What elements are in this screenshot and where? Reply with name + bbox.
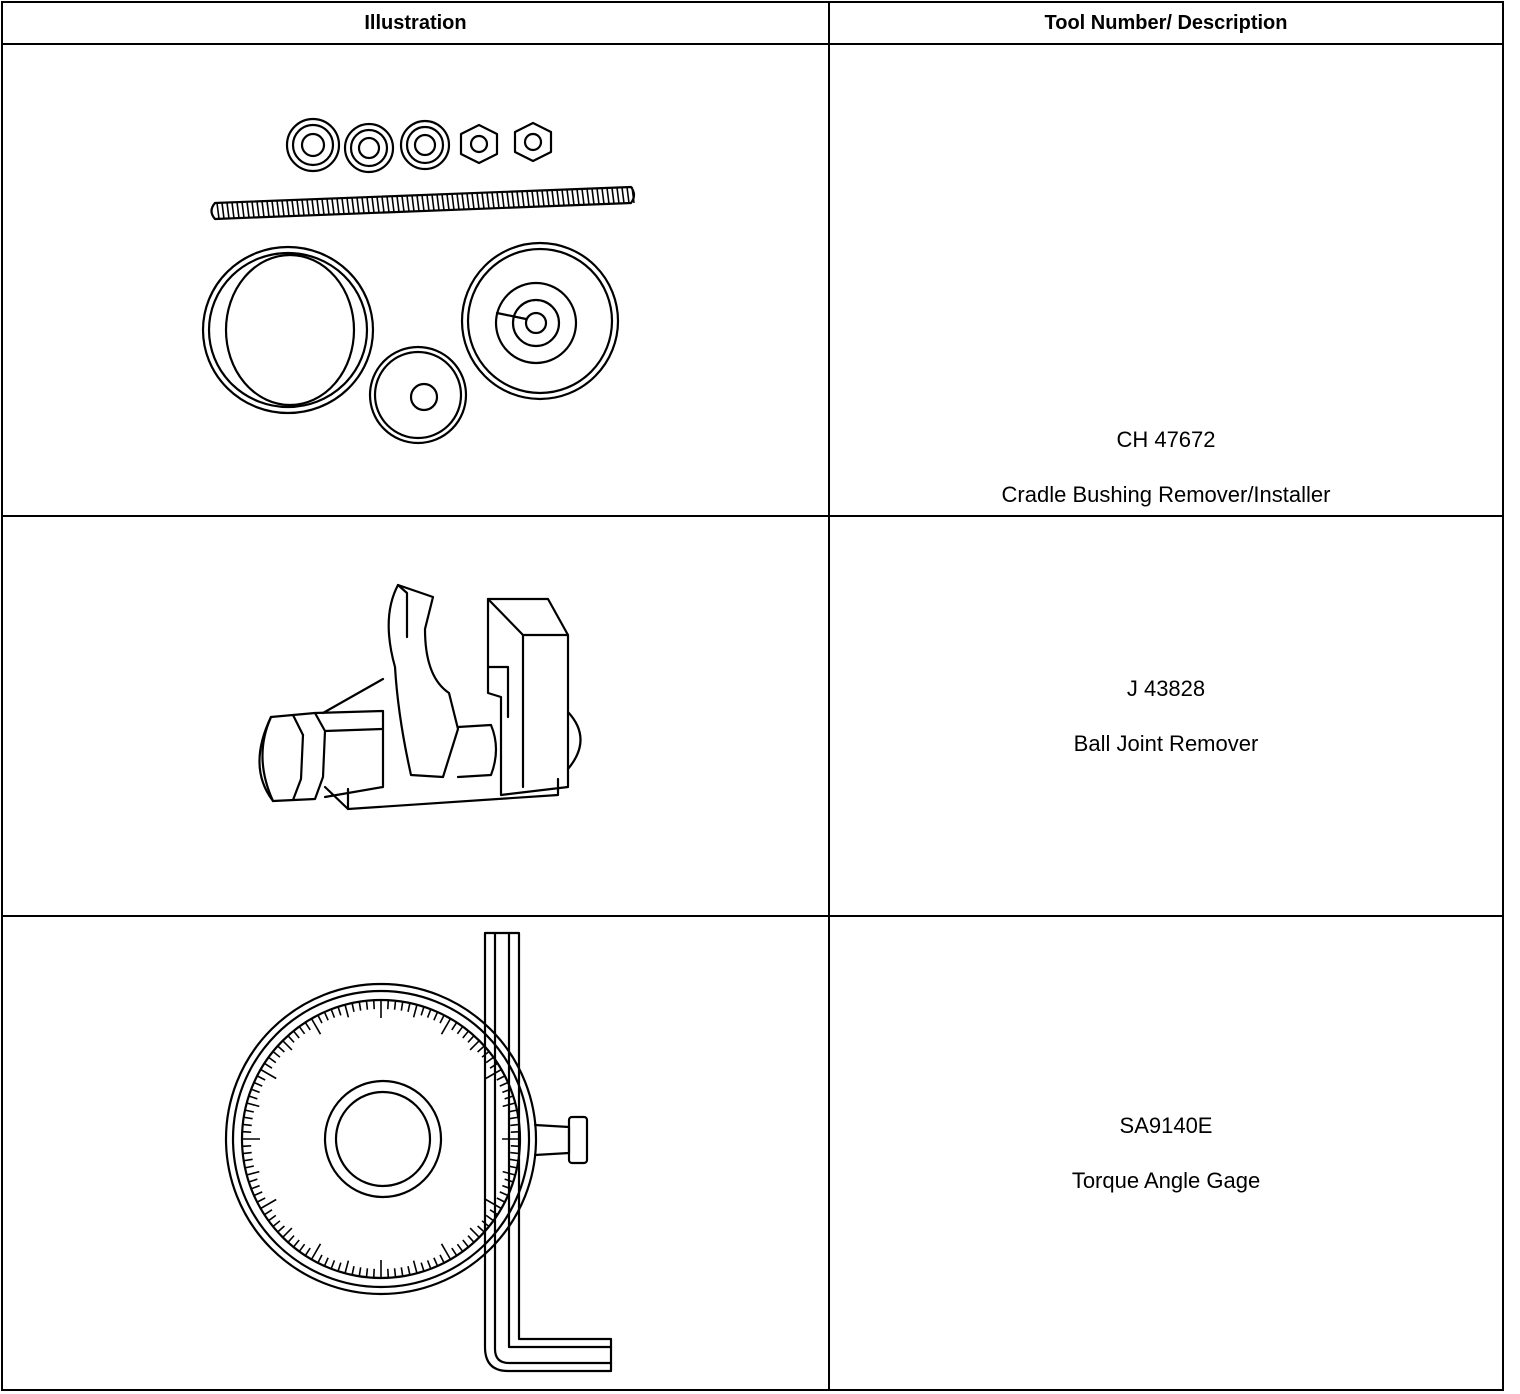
tool-number: J 43828 <box>1126 675 1206 701</box>
table-row <box>2 44 1503 516</box>
tool-description: Ball Joint Remover <box>1073 730 1259 756</box>
table-header-row <box>2 2 1503 44</box>
installer-cup-icon <box>370 347 466 443</box>
tool-column-header: Tool Number/ Description <box>829 2 1503 44</box>
bushing-remover-installer-illustration <box>3 45 830 515</box>
illustration-cell <box>2 916 829 1390</box>
adapter-plate-icon <box>462 243 618 399</box>
tool-description-cell <box>829 916 1503 1390</box>
tool-description: Cradle Bushing Remover/Installer <box>1001 482 1331 507</box>
table-row <box>2 916 1503 1390</box>
receiver-cup-icon <box>203 247 373 413</box>
illustration-cell <box>2 44 829 516</box>
special-tools-table <box>1 1 1504 1391</box>
torque-angle-gage-illustration <box>3 917 830 1389</box>
illustration-cell <box>2 516 829 916</box>
tool-description: Torque Angle Gage <box>1071 1167 1261 1193</box>
threaded-rod-icon <box>212 187 635 219</box>
table-row <box>2 516 1503 916</box>
illustration-column-header: Illustration <box>2 2 829 44</box>
tool-description-cell <box>829 516 1503 916</box>
tool-description-cell <box>829 44 1503 516</box>
tool-number: CH 47672 <box>1116 427 1216 452</box>
tool-number: SA9140E <box>1119 1112 1213 1138</box>
ball-joint-remover-illustration <box>3 517 830 915</box>
washers-icon <box>287 119 551 172</box>
